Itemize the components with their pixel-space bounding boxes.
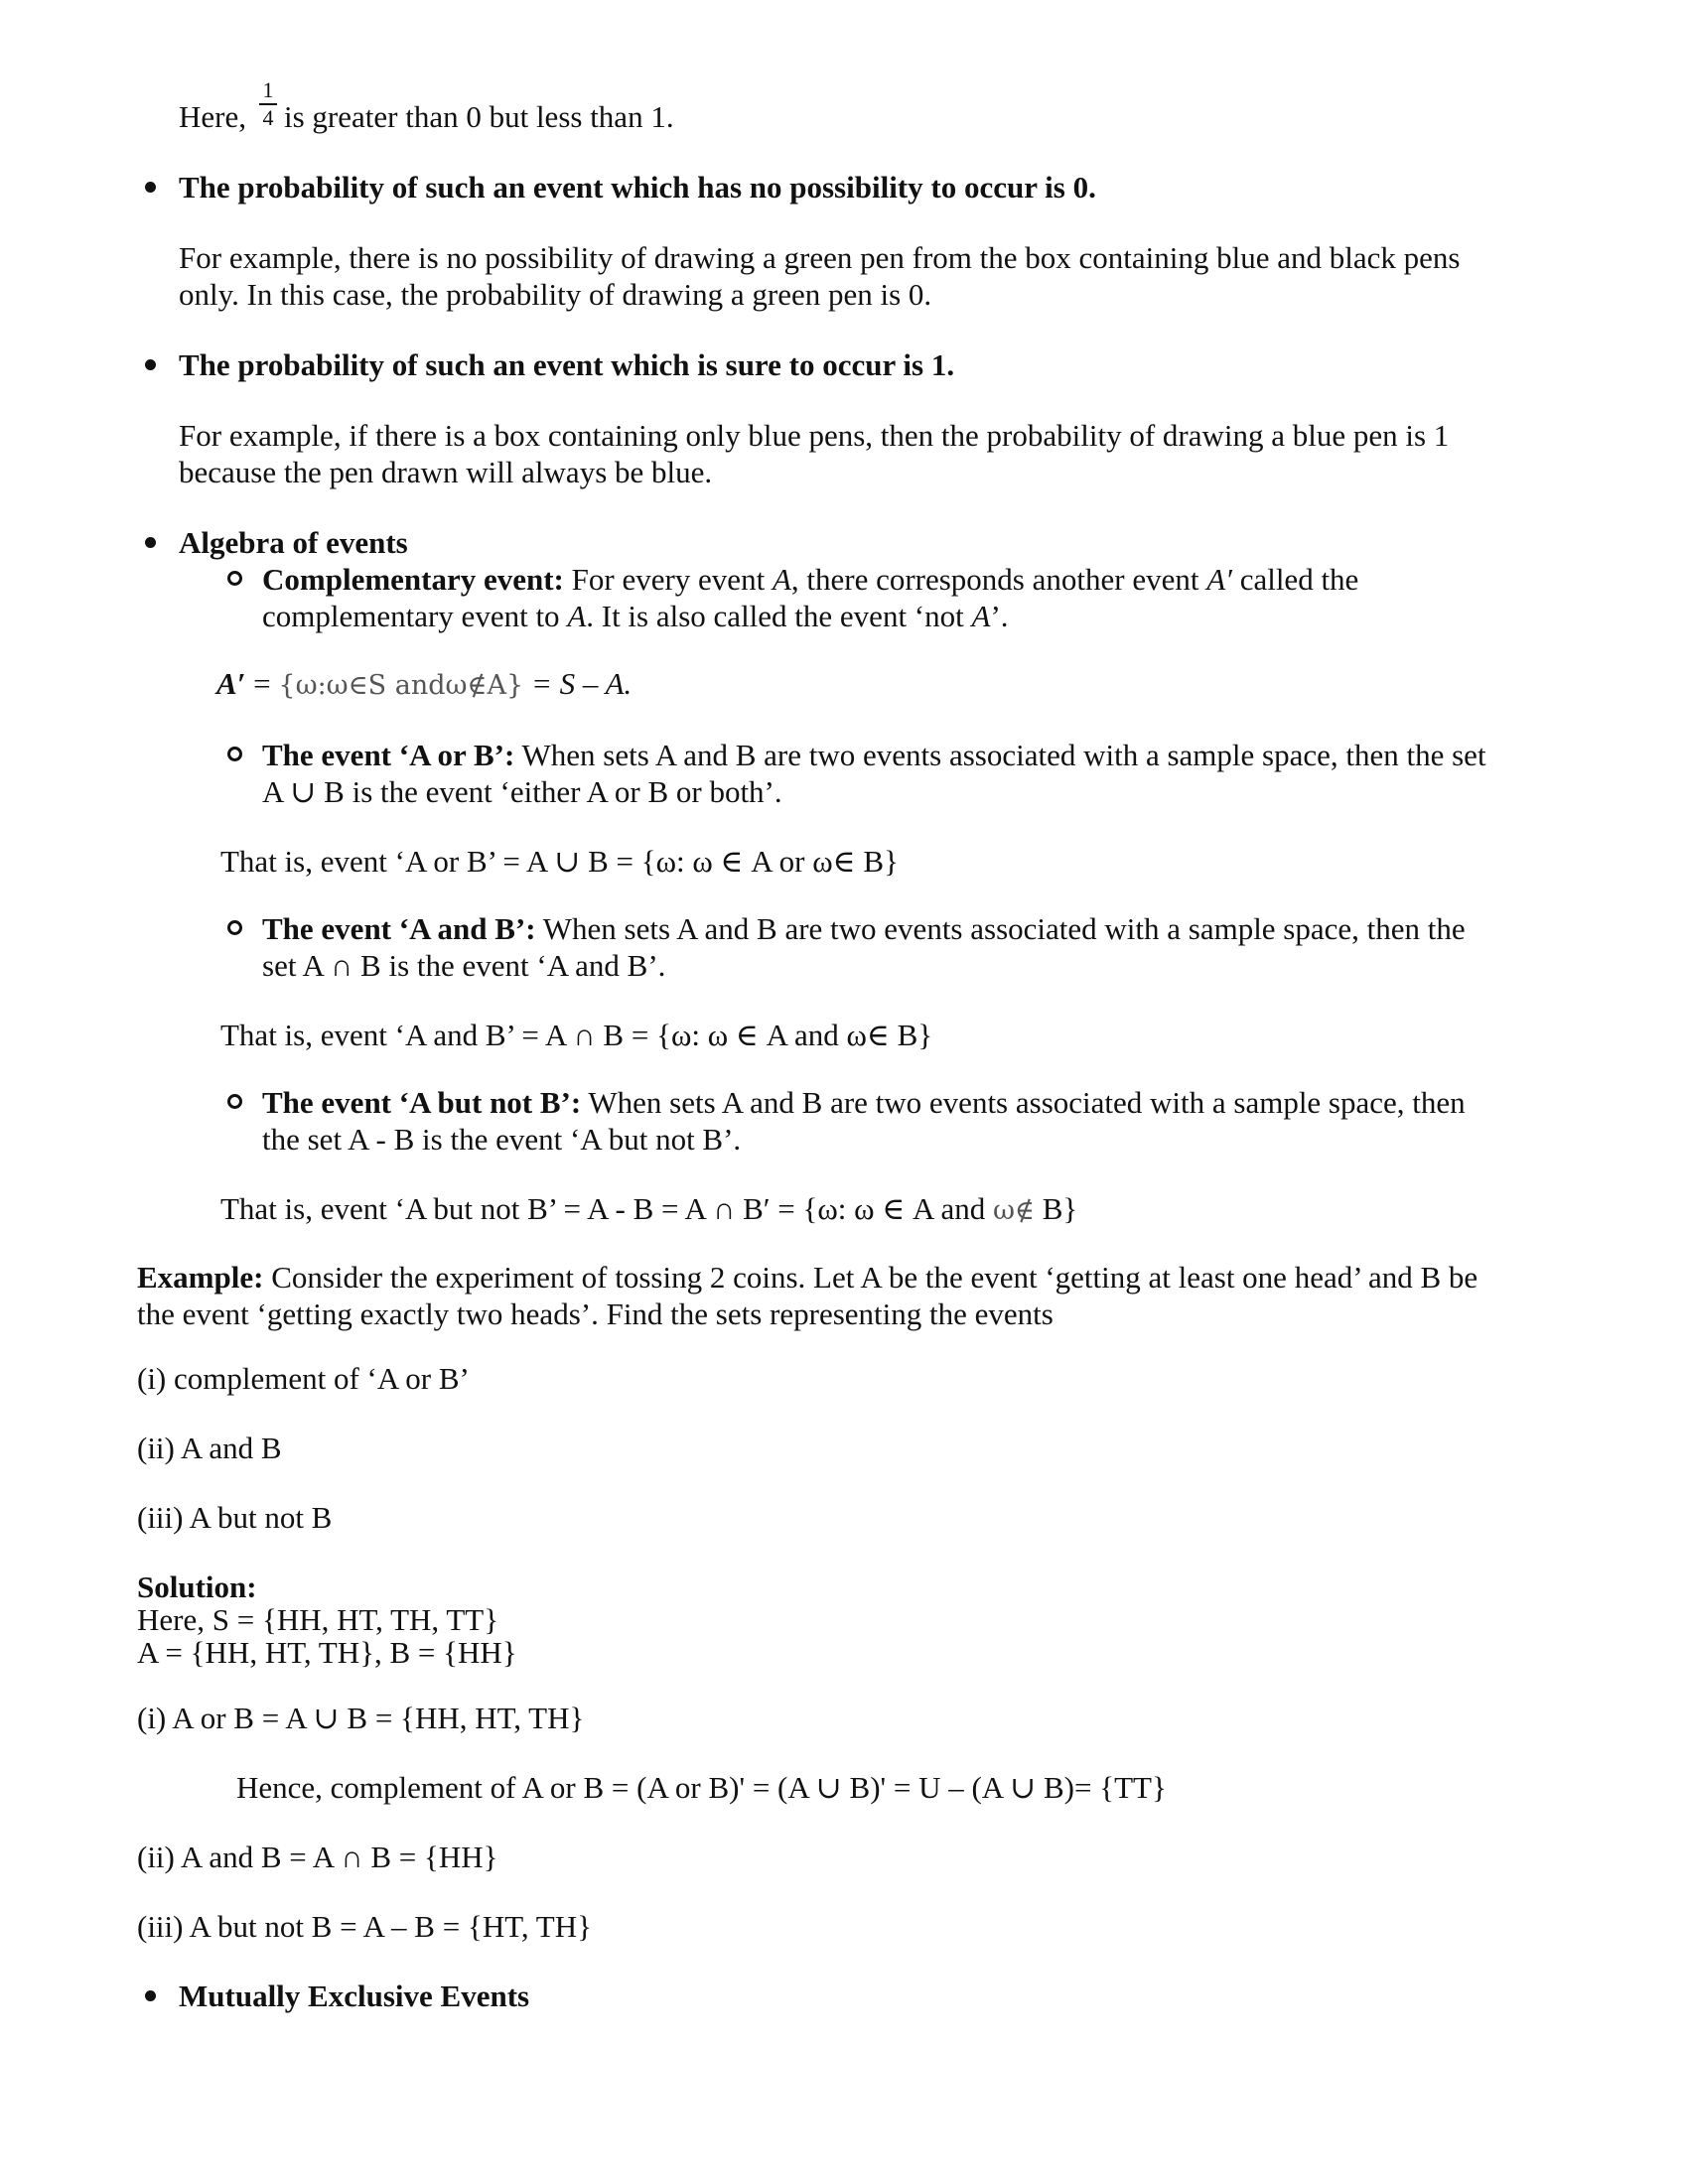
example-part-i: (i) complement of ‘A or B’ — [137, 1361, 470, 1396]
rule-zero-heading: The probability of such an event which has no possibility to occur is 0. — [179, 170, 1096, 205]
butnot-event-line2: the set A - B is the event ‘A but not B’. — [262, 1122, 742, 1157]
sub-bullet-icon — [227, 571, 242, 586]
or-event-line2: A ∪ B is the event ‘either A or B or both’. — [262, 774, 782, 809]
rule-zero-example-line1: For example, there is no possibility of drawing a green pen from the box containing blue and black pens — [179, 240, 1461, 275]
solution-answer-ii: (ii) A and B = A ∩ B = {HH} — [137, 1840, 498, 1874]
sub-bullet-icon — [227, 1094, 242, 1109]
example-line2: the event ‘getting exactly two heads’. Find the sets representing the events — [137, 1297, 1054, 1331]
fraction-denominator: 4 — [262, 105, 274, 130]
bullet-icon — [145, 537, 156, 548]
intro-text: is greater than 0 but less than 1. — [284, 99, 674, 134]
solution-answer-i-complement: Hence, complement of A or B = (A or B)' = (A ∪ B)' = U – (A ∪ B)= {TT} — [236, 1770, 1167, 1805]
complement-line1: Complementary event: For every event A, there corresponds another event A′ called the — [262, 562, 1359, 597]
and-event-that-is: That is, event ‘A and B’ = A ∩ B = {ω: ω ∈ A and ω∈ B} — [220, 1018, 933, 1052]
intro-here-prefix: Here, — [179, 99, 246, 134]
complement-line2: complementary event to A. It is also called the event ‘not A’. — [262, 599, 1009, 633]
example-part-ii: (ii) A and B — [137, 1431, 282, 1465]
solution-answer-iii: (iii) A but not B = A – B = {HT, TH} — [137, 1909, 593, 1944]
fraction-numerator: 1 — [262, 77, 274, 102]
solution-sample-space: Here, S = {HH, HT, TH, TT} — [137, 1602, 499, 1637]
butnot-event-that-is: That is, event ‘A but not B’ = A - B = A ∩ B′ = {ω: ω ∈ A and ω∉ B} — [220, 1191, 1078, 1226]
example-part-iii: (iii) A but not B — [137, 1500, 333, 1535]
mutually-exclusive-heading: Mutually Exclusive Events — [179, 1979, 530, 2013]
sub-bullet-icon — [227, 920, 242, 935]
rule-one-heading: The probability of such an event which is sure to occur is 1. — [179, 347, 955, 382]
algebra-heading: Algebra of events — [179, 525, 408, 560]
rule-zero-example-line2: only. In this case, the probability of drawing a green pen is 0. — [179, 277, 932, 312]
example-line1: Example: Consider the experiment of tossing 2 coins. Let A be the event ‘getting at least one head’ and B be — [137, 1260, 1478, 1295]
and-event-line2: set A ∩ B is the event ‘A and B’. — [262, 948, 666, 983]
bullet-icon — [145, 182, 156, 193]
complement-formula: A′ = {ω:ω∈S andω∉A} = S – A. — [216, 666, 633, 701]
solution-answer-i: (i) A or B = A ∪ B = {HH, HT, TH} — [137, 1701, 585, 1735]
bullet-icon — [145, 1990, 156, 2001]
solution-label: Solution: — [137, 1570, 257, 1604]
or-event-that-is: That is, event ‘A or B’ = A ∪ B = {ω: ω ∈ A or ω∈ B} — [220, 844, 899, 879]
solution-sets: A = {HH, HT, TH}, B = {HH} — [137, 1635, 517, 1670]
bullet-icon — [145, 359, 156, 370]
and-event-line1: The event ‘A and B’: When sets A and B are two events associated with a sample space, then the — [262, 911, 1466, 946]
or-event-line1: The event ‘A or B’: When sets A and B are two events associated with a sample space, then the set — [262, 738, 1486, 772]
rule-one-example-line2: because the pen drawn will always be blue. — [179, 455, 713, 489]
rule-one-example-line1: For example, if there is a box containing only blue pens, then the probability of drawing a blue pen is 1 — [179, 418, 1450, 453]
butnot-event-line1: The event ‘A but not B’: When sets A and B are two events associated with a sample space, then — [262, 1085, 1466, 1120]
sub-bullet-icon — [227, 747, 242, 761]
